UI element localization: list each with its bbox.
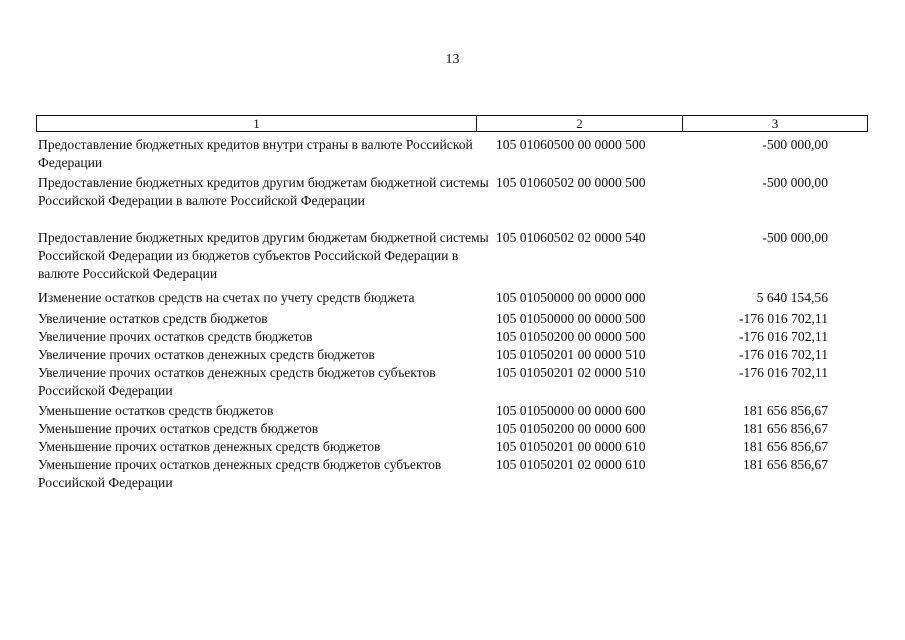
table-row	[38, 328, 838, 346]
table-row	[38, 456, 838, 492]
row-code: 105 01050201 00 0000 610	[496, 439, 646, 454]
row-name: Увеличение прочих остатков денежных средств бюджетов субъектов Российской Федерации	[38, 365, 436, 398]
row-name: Увеличение остатков средств бюджетов	[38, 311, 268, 326]
row-code: 105 01050201 02 0000 610	[496, 457, 646, 472]
row-amount: -176 016 702,11	[739, 311, 828, 326]
row-code: 105 01050201 02 0000 510	[496, 365, 646, 380]
row-name: Увеличение прочих остатков денежных средств бюджетов	[38, 347, 375, 362]
table-body	[38, 136, 838, 492]
row-name: Предоставление бюджетных кредитов внутри страны в валюте Российской Федерации	[38, 137, 473, 170]
row-amount: -500 000,00	[762, 230, 828, 245]
row-code: 105 01060502 02 0000 540	[496, 230, 646, 245]
row-amount: -500 000,00	[762, 175, 828, 190]
row-code: 105 01050000 00 0000 500	[496, 311, 646, 326]
row-name: Уменьшение прочих остатков средств бюджетов	[38, 421, 319, 436]
table-row	[38, 289, 838, 307]
row-amount: 181 656 856,67	[743, 457, 828, 472]
row-name: Предоставление бюджетных кредитов другим бюджетам бюджетной системы Российской Федерации в валюте Российской Федерации	[38, 175, 489, 208]
table-row	[38, 346, 838, 364]
header-col-3: 3	[682, 116, 867, 131]
table-row	[38, 174, 838, 228]
row-code: 105 01050200 00 0000 600	[496, 421, 646, 436]
row-amount: -176 016 702,11	[739, 329, 828, 344]
row-code: 105 01060500 00 0000 500	[496, 137, 646, 152]
table-row	[38, 438, 838, 456]
row-code: 105 01050200 00 0000 500	[496, 329, 646, 344]
row-code: 105 01050000 00 0000 000	[496, 290, 646, 305]
row-name: Уменьшение остатков средств бюджетов	[38, 403, 274, 418]
row-code: 105 01060502 00 0000 500	[496, 175, 646, 190]
row-amount: 181 656 856,67	[743, 439, 828, 454]
table-row	[38, 229, 838, 283]
table-row	[38, 364, 838, 400]
row-amount: 181 656 856,67	[743, 421, 828, 436]
table-row	[38, 310, 838, 328]
row-name: Изменение остатков средств на счетах по учету средств бюджета	[38, 290, 415, 305]
row-code: 105 01050000 00 0000 600	[496, 403, 646, 418]
row-name: Уменьшение прочих остатков денежных средств бюджетов	[38, 439, 381, 454]
row-amount: -500 000,00	[762, 137, 828, 152]
table-row	[38, 402, 838, 420]
table-row	[38, 136, 838, 172]
row-amount: -176 016 702,11	[739, 347, 828, 362]
table-row	[38, 420, 838, 438]
row-code: 105 01050201 00 0000 510	[496, 347, 646, 362]
row-amount: 181 656 856,67	[743, 403, 828, 418]
header-col-1: 1	[253, 116, 260, 131]
table-header	[36, 115, 868, 132]
row-amount: 5 640 154,56	[756, 290, 828, 305]
row-amount: -176 016 702,11	[739, 365, 828, 380]
row-name: Уменьшение прочих остатков денежных средств бюджетов субъектов Российской Федерации	[38, 457, 442, 490]
row-name: Увеличение прочих остатков средств бюджетов	[38, 329, 313, 344]
row-name: Предоставление бюджетных кредитов другим бюджетам бюджетной системы Российской Федерации из бюджетов субъектов Российской Федерации в валюте Российской Федерации	[38, 230, 489, 281]
page-number: 13	[445, 52, 460, 67]
header-col-2: 2	[476, 116, 682, 131]
